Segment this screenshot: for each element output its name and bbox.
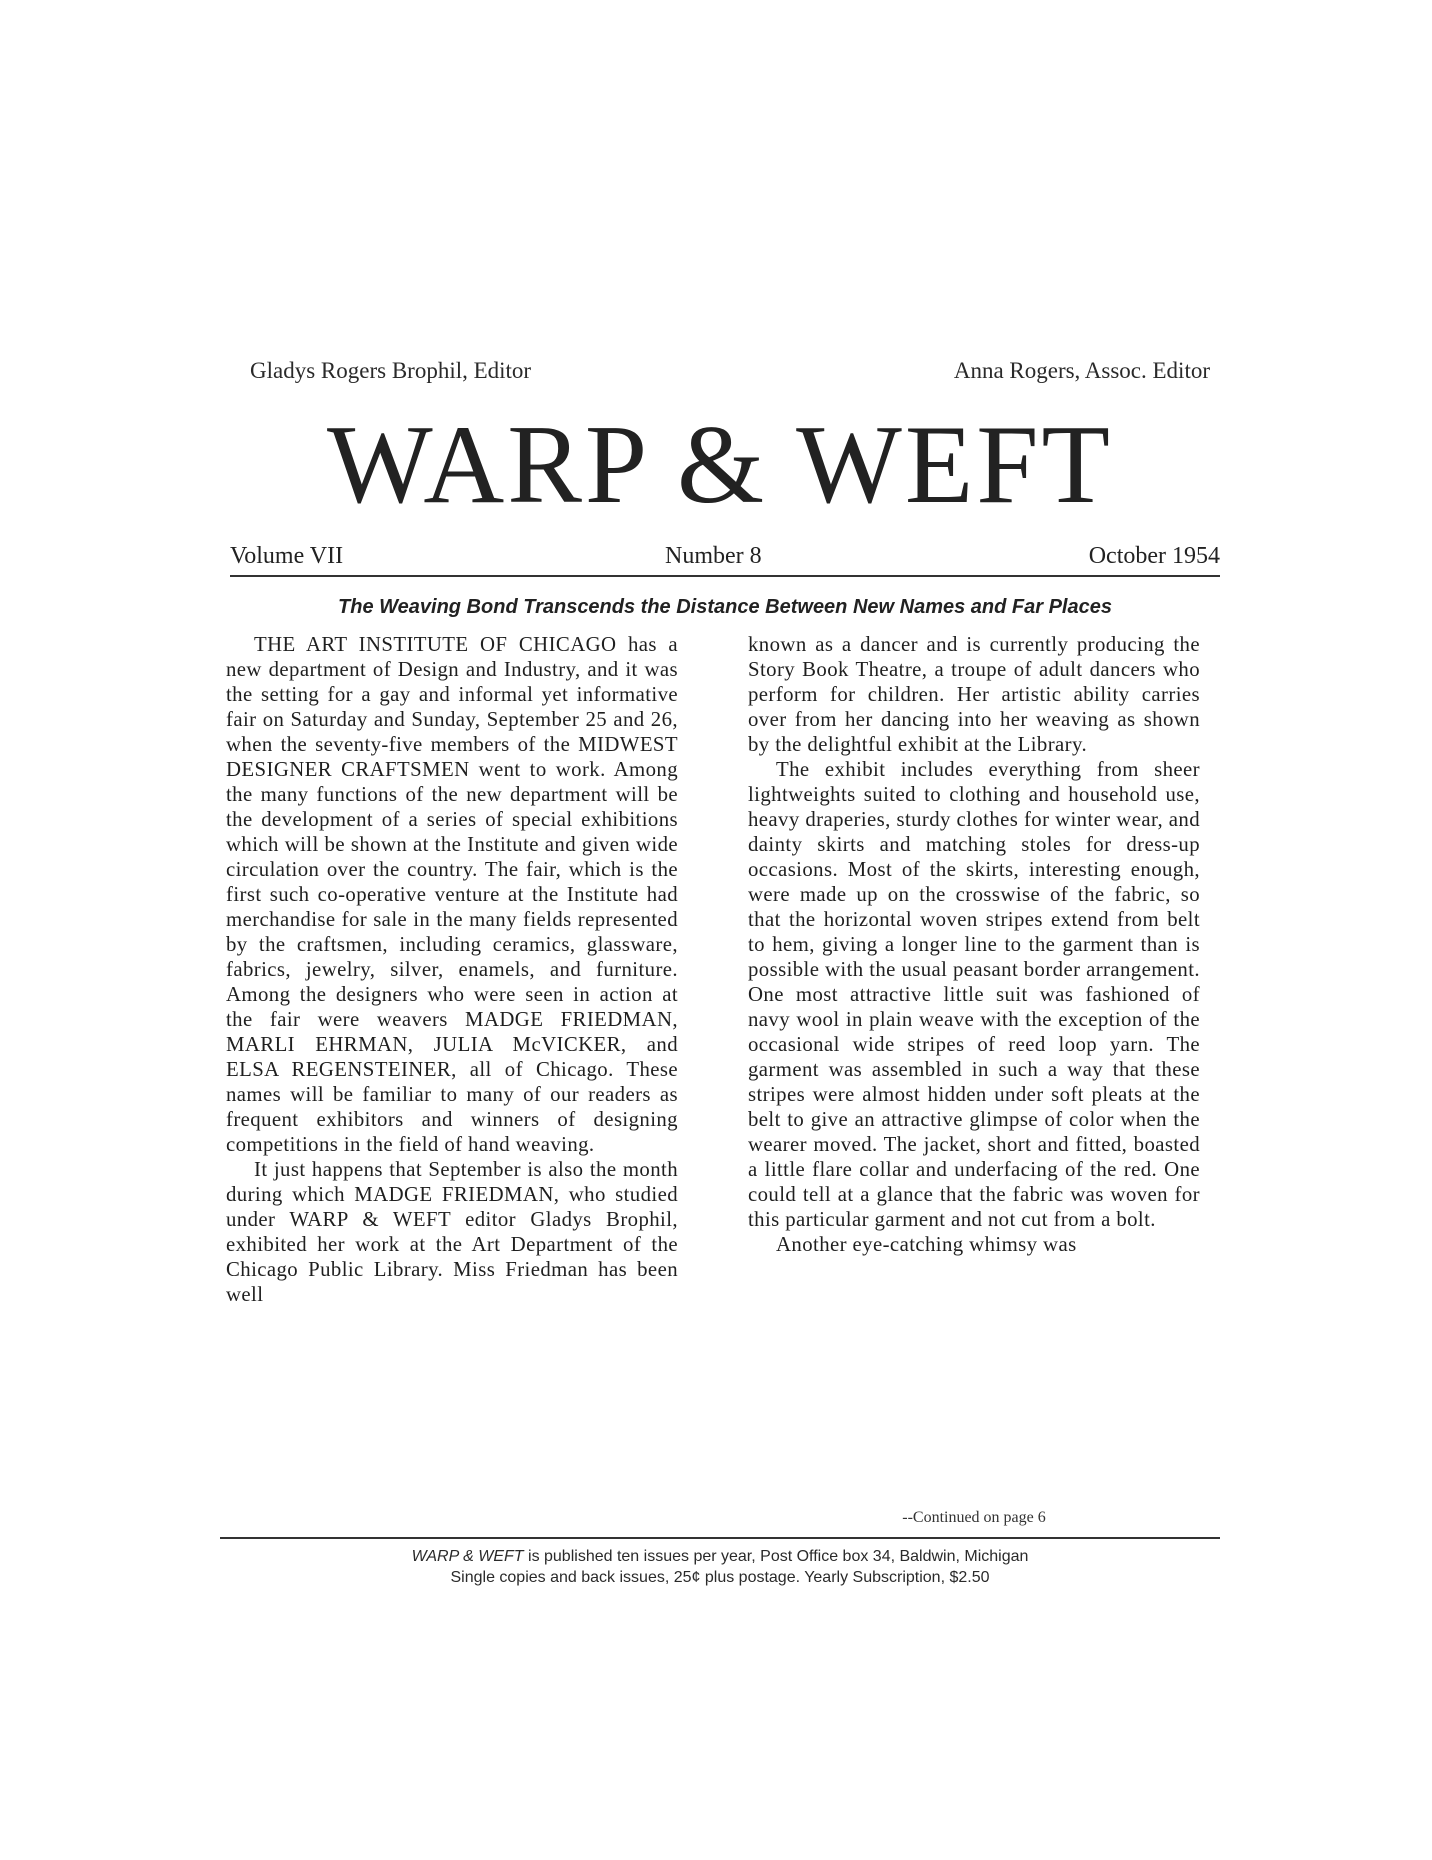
footer-publication-details: is published ten issues per year, Post Office box 34, Baldwin, Michigan — [523, 1548, 1029, 1565]
article-paragraph: It just happens that September is also the month during which MADGE FRIEDMAN, who studied under WARP & WEFT editor Gladys Brophil, exhibited her work at the Art Department of the Chicago Public Library. Miss Friedman has been well — [226, 1158, 678, 1306]
article-column-right — [748, 632, 1200, 1257]
issue-date-label: October 1954 — [1088, 543, 1220, 569]
publication-footer — [220, 1546, 1220, 1588]
assoc-editor-name: Anna Rogers, Assoc. Editor — [953, 358, 1210, 383]
article-paragraph: known as a dancer and is currently producing the Story Book Theatre, a troupe of adult dancers who perform for children. Her artistic ability carries over from her dancing into her weaving as shown by the delightful exhibit at the Library. — [748, 633, 1200, 756]
issue-number-label: Number 8 — [665, 543, 762, 569]
article-headline: The Weaving Bond Transcends the Distance Between New Names and Far Places — [338, 596, 1112, 618]
article-paragraph: Another eye-catching whimsy was — [776, 1233, 1077, 1256]
masthead-title: WARP & WEFT — [327, 403, 1113, 527]
continued-note: --Continued on page 6 — [902, 1509, 1046, 1526]
issue-info-bar — [230, 541, 1220, 577]
footer-publication-name: WARP & WEFT — [411, 1548, 524, 1565]
article-paragraph: THE ART INSTITUTE OF CHICAGO has a new department of Design and Industry, and it was the setting for a gay and informal yet informative fair on Saturday and Sunday, September 25 and 26, when the seventy-five members of the MIDWEST DESIGNER CRAFTSMEN went to work. Among the many functions of the new department will be the development of a series of special exhibitions which will be shown at the Institute and given wide circulation over the country. The fair, which is the first such co-operative venture at the Institute had merchandise for sale in the many fields represented by the craftsmen, including ceramics, glassware, fabrics, jewelry, silver, enamels, and furniture. Among the designers who were seen in action at the fair were weavers MADGE FRIEDMAN, MARLI EHRMAN, JULIA McVICKER, and ELSA REGENSTEINER, all of Chicago. These names will be familiar to many of our readers as frequent exhibitors and winners of designing competitions in the field of hand weaving. — [226, 633, 678, 1156]
footer-divider — [220, 1537, 1220, 1539]
article-column-left — [226, 632, 678, 1307]
editor-credits — [250, 358, 1210, 390]
volume-label: Volume VII — [230, 543, 344, 569]
footer-line-2: Single copies and back issues, 25¢ plus postage. Yearly Subscription, $2.50 — [450, 1569, 990, 1586]
editor-name: Gladys Rogers Brophil, Editor — [250, 358, 532, 383]
footer-line-1 — [220, 1546, 1220, 1567]
article-paragraph: The exhibit includes everything from sheer lightweights suited to clothing and household use, heavy draperies, sturdy clothes for winter wear, and dainty skirts and matching stoles for dress-up occasions. Most of the skirts, interesting enough, were made up on the crosswise of the fabric, so that the horizontal woven stripes extend from belt to hem, giving a longer line to the garment than is possible with the usual peasant border arrangement. One most attractive little suit was fashioned of navy wool in plain weave with the exception of the occasional wide stripes of reed loop yarn. The garment was assembled in such a way that these stripes were almost hidden under soft pleats at the belt to give an attractive glimpse of color when the wearer moved. The jacket, short and fitted, boasted a little flare collar and underfacing of the red. One could tell at a glance that the fabric was woven for this particular garment and not cut from a bolt. — [748, 758, 1200, 1231]
